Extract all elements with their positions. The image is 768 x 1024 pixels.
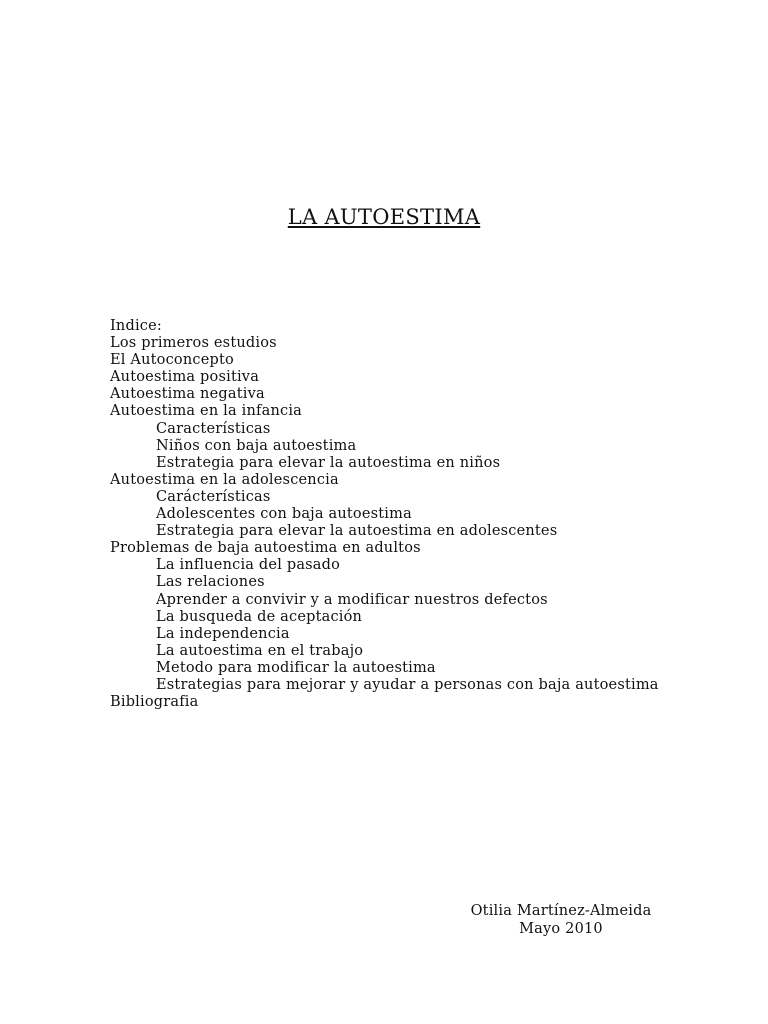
toc-item: Autoestima negativa — [110, 386, 265, 403]
toc-subitem: Niños con baja autoestima — [156, 437, 357, 454]
author-signature — [466, 902, 656, 938]
table-of-contents — [110, 318, 710, 711]
index-heading: Indice: — [110, 318, 162, 334]
toc-subitem: Carácterísticas — [156, 488, 271, 505]
toc-item: Bibliografia — [110, 694, 199, 711]
author-name: Otilia Martínez-Almeida — [470, 903, 652, 919]
toc-subitem: Estrategia para elevar la autoestima en adolescentes — [156, 523, 558, 540]
toc-item: Problemas de baja autoestima en adultos — [110, 540, 421, 557]
toc-subitem: Estrategias para mejorar y ayudar a personas con baja autoestima — [156, 676, 659, 693]
toc-subitem: La influencia del pasado — [156, 557, 341, 574]
toc-item: Autoestima positiva — [110, 369, 260, 386]
toc-subitem: La independencia — [156, 625, 290, 642]
document-date: Mayo 2010 — [519, 921, 603, 937]
toc-item: El Autoconcepto — [110, 352, 234, 369]
toc-subitem: Aprender a convivir y a modificar nuestros defectos — [156, 591, 548, 608]
toc-subitem: Metodo para modificar la autoestima — [156, 659, 436, 676]
document-title: LA AUTOESTIMA — [287, 205, 481, 229]
toc-item: Autoestima en la adolescencia — [110, 471, 339, 488]
toc-subitem: Estrategia para elevar la autoestima en niños — [156, 454, 501, 471]
toc-item: Los primeros estudios — [110, 335, 277, 352]
toc-subitem: La busqueda de aceptación — [156, 608, 363, 625]
toc-subitem: La autoestima en el trabajo — [156, 642, 364, 659]
toc-subitem: Adolescentes con baja autoestima — [156, 506, 412, 523]
toc-subitem: Características — [156, 420, 271, 437]
toc-subitem: Las relaciones — [156, 574, 265, 591]
toc-item: Autoestima en la infancia — [110, 403, 303, 420]
